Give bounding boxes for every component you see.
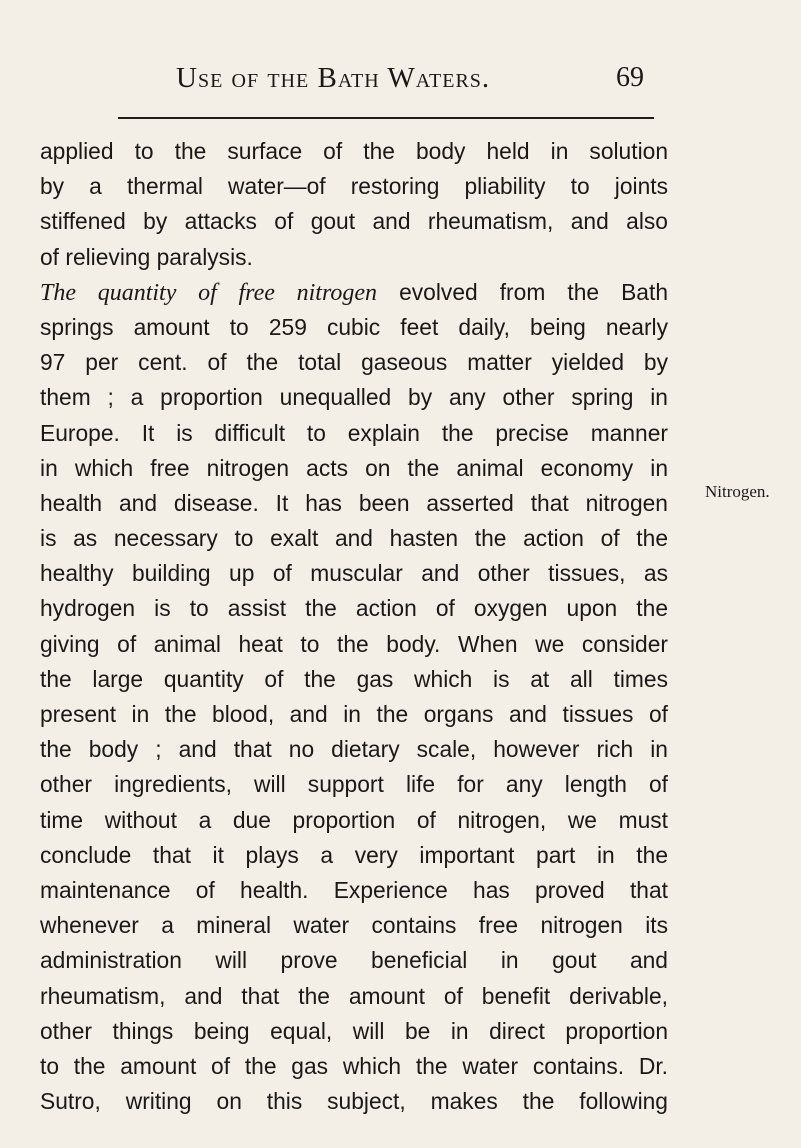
text-line: Europe. It is difficult to explain the precise manner bbox=[40, 419, 668, 446]
text-line: them ; a proportion unequalled by any other spring in bbox=[40, 384, 668, 411]
page-number: 69 bbox=[616, 62, 644, 93]
text-line: healthy building up of muscular and other tissues, as bbox=[40, 560, 668, 587]
text-line: 97 per cent. of the total gaseous matter yielded by bbox=[40, 349, 668, 376]
text-line: stiffened by attacks of gout and rheumatism, and also bbox=[40, 208, 668, 235]
running-head bbox=[0, 58, 801, 98]
text-line: the body ; and that no dietary scale, however rich in bbox=[40, 736, 668, 763]
text-line: in which free nitrogen acts on the animal economy in bbox=[40, 454, 668, 481]
text-line: springs amount to 259 cubic feet daily, being nearly bbox=[40, 313, 668, 340]
text-line: other ingredients, will support life for any length of bbox=[40, 771, 668, 798]
text-line: present in the blood, and in the organs and tissues of bbox=[40, 701, 668, 727]
text-line: is as necessary to exalt and hasten the action of the bbox=[40, 525, 668, 552]
text-line: time without a due proportion of nitrogen, we must bbox=[40, 806, 668, 833]
italic-phrase: The quantity of free nitrogen bbox=[40, 279, 378, 306]
header-rule bbox=[118, 117, 654, 119]
text-line: applied to the surface of the body held in solution bbox=[40, 138, 668, 164]
text-line: the large quantity of the gas which is at all times bbox=[40, 665, 668, 692]
text-line: to the amount of the gas which the water contains. Dr. bbox=[40, 1052, 668, 1079]
text-line: maintenance of health. Experience has proved that bbox=[40, 876, 668, 903]
text-line: hydrogen is to assist the action of oxygen upon the bbox=[40, 595, 668, 622]
text-line: giving of animal heat to the body. When we consider bbox=[40, 630, 668, 657]
text-line: conclude that it plays a very important part in the bbox=[40, 841, 668, 868]
running-title: Use of the Bath Waters. bbox=[176, 62, 491, 94]
text-line: by a thermal water—of restoring pliability to joints bbox=[40, 173, 668, 200]
text-line: health and disease. It has been asserted that nitrogen bbox=[40, 489, 668, 516]
body-paragraphs bbox=[40, 134, 668, 1119]
text-line: rheumatism, and that the amount of benefit derivable, bbox=[40, 982, 668, 1009]
text-fragment: evolved from the Bath bbox=[377, 278, 668, 305]
text-line: whenever a mineral water contains free nitrogen its bbox=[40, 912, 668, 939]
margin-note: Nitrogen. bbox=[705, 482, 770, 501]
text-line: administration will prove beneficial in gout and bbox=[40, 947, 668, 974]
text-line: of relieving paralysis. bbox=[40, 243, 253, 270]
text-line bbox=[40, 275, 668, 310]
text-line: other things being equal, will be in direct proportion bbox=[40, 1017, 668, 1044]
text-line: Sutro, writing on this subject, makes the following bbox=[40, 1088, 668, 1115]
